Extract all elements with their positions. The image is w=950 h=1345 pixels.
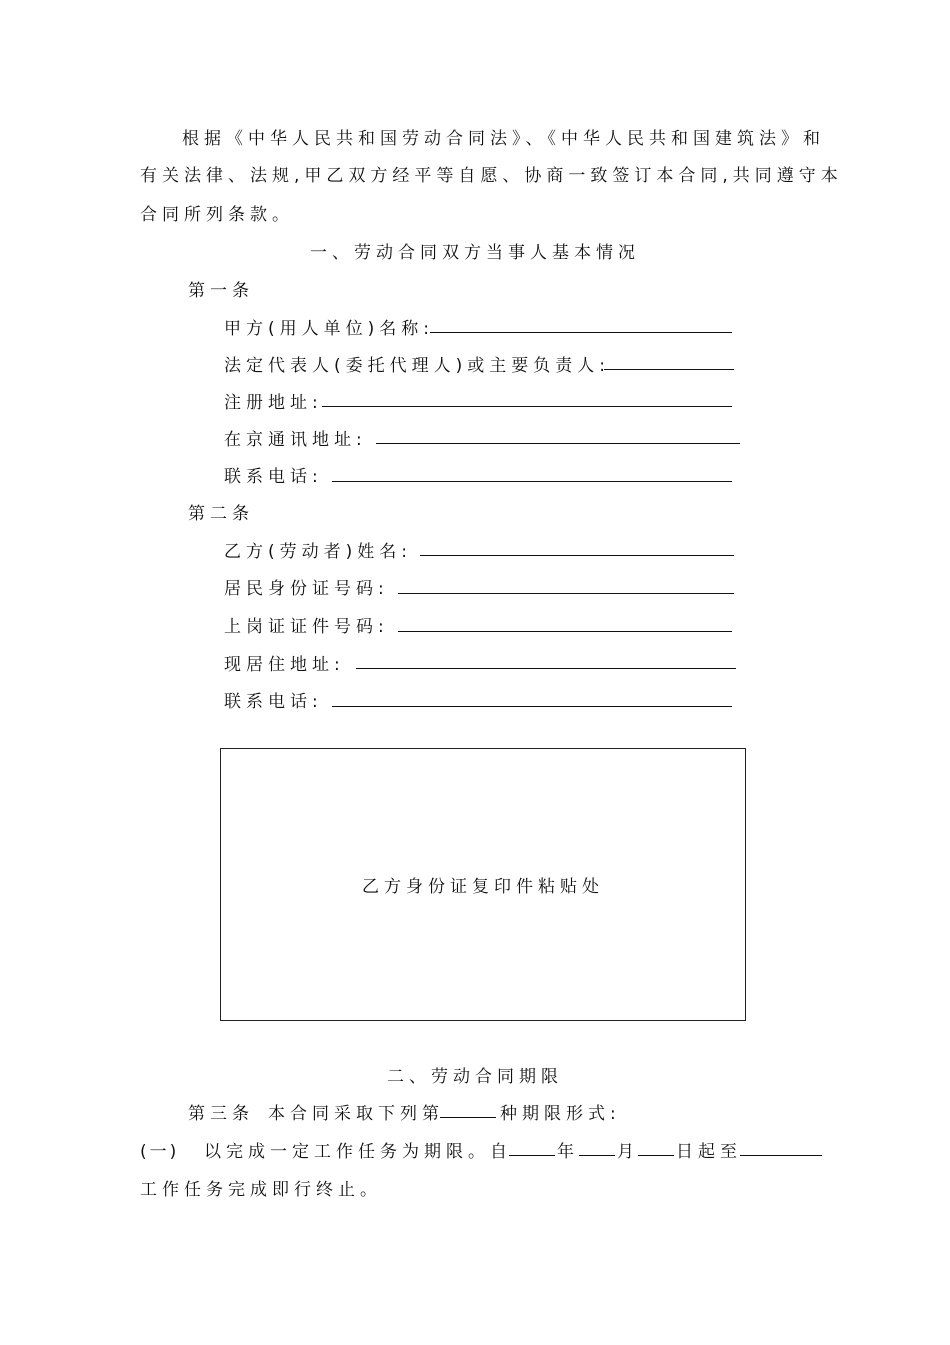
option-1-prefix: (一) [140,1142,180,1162]
day-label: 日起至 [676,1142,742,1162]
article-3-text-b: 种期限形式: [500,1104,621,1124]
party-b-phone-line[interactable] [332,706,732,707]
task-blank[interactable] [740,1155,822,1156]
id-copy-box-label: 乙方身份证复印件粘贴处 [362,877,604,897]
party-a-name-label: 甲方(用人单位)名称: [224,319,434,339]
beijing-address-label: 在京通讯地址: [224,430,367,450]
work-permit-line[interactable] [398,631,732,632]
option-1-text: 以完成一定工作任务为期限。自 [204,1142,512,1162]
current-address-label: 现居住地址: [224,655,345,675]
beijing-address-line[interactable] [376,443,740,444]
article-2-label: 第二条 [188,504,254,524]
current-address-line[interactable] [356,668,736,669]
party-a-name-line[interactable] [430,332,732,333]
legal-rep-line[interactable] [604,369,734,370]
id-copy-paste-box [220,748,746,1021]
option-1-line-2: 工作任务完成即行终止。 [140,1180,382,1200]
article-1-label: 第一条 [188,281,254,301]
reg-address-label: 注册地址: [224,393,323,413]
intro-line-1: 根据《中华人民共和国劳动合同法》、《中华人民共和国建筑法》和 [182,129,825,149]
legal-rep-label: 法定代表人(委托代理人)或主要负责人: [224,356,610,376]
id-number-label: 居民身份证号码: [224,579,389,599]
party-b-name-line[interactable] [420,555,734,556]
intro-line-2: 有关法律、法规,甲乙双方经平等自愿、协商一致签订本合同,共同遵守本 [140,166,843,186]
term-type-blank[interactable] [440,1117,496,1118]
start-day-blank[interactable] [638,1155,674,1156]
section-2-title: 二、劳动合同期限 [387,1067,563,1087]
section-1-title: 一、劳动合同双方当事人基本情况 [310,243,640,263]
month-label: 月 [617,1142,639,1162]
party-b-phone-label: 联系电话: [224,692,323,712]
party-a-phone-label: 联系电话: [224,467,323,487]
id-number-line[interactable] [398,593,734,594]
party-b-name-label: 乙方(劳动者)姓名: [224,542,412,562]
work-permit-label: 上岗证证件号码: [224,617,389,637]
start-year-blank[interactable] [509,1155,555,1156]
intro-line-3: 合同所列条款。 [140,205,294,225]
article-3-text-a: 本合同采取下列第 [268,1104,444,1124]
article-3-label: 第三条 [188,1104,254,1124]
start-month-blank[interactable] [579,1155,615,1156]
year-label: 年 [557,1142,579,1162]
party-a-phone-line[interactable] [332,481,732,482]
reg-address-line[interactable] [322,406,732,407]
